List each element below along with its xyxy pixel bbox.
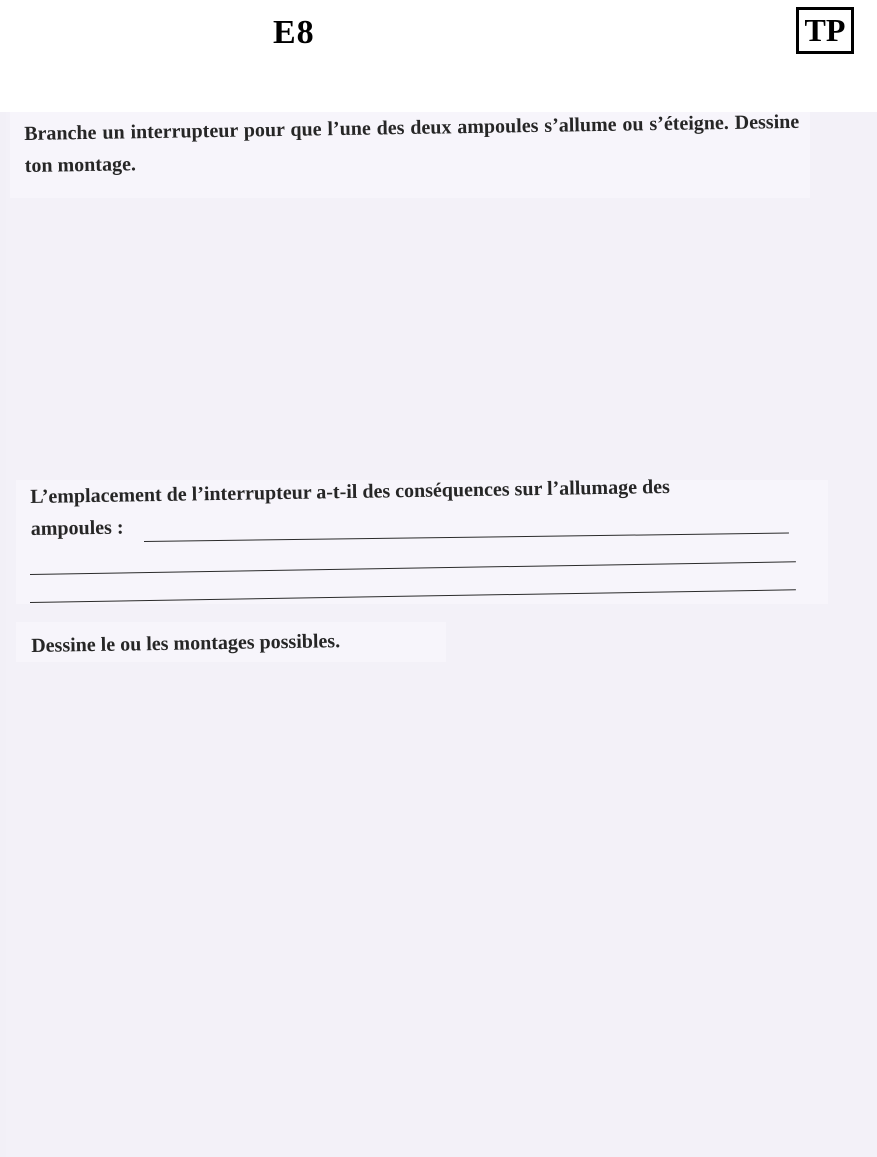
question-2-answer-label: ampoules : (30, 516, 124, 540)
tp-badge: TP (796, 7, 854, 54)
question-1-text: Branche un interrupteur pour que l’une des deux ampoules s’allume ou s’éteigne. Dessine ton montage. (24, 110, 800, 177)
question-2-line-1: L’emplacement de l’interrupteur a-t-il des conséquences sur l’allumage des (30, 475, 670, 508)
question-3-text: Dessine le ou les montages possibles. (31, 630, 341, 657)
page-code: E8 (273, 14, 315, 51)
header-band (0, 0, 877, 112)
drawing-area-2[interactable] (16, 668, 866, 1148)
drawing-area-1[interactable] (10, 205, 860, 475)
